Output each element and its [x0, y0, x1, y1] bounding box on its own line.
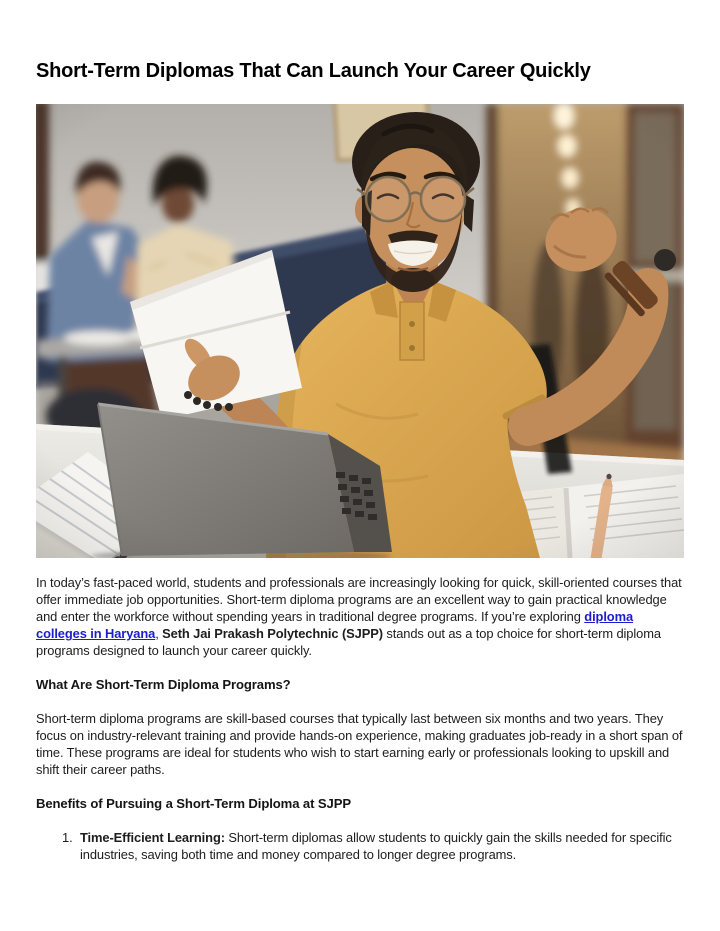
intro-paragraph: [36, 574, 684, 659]
section-heading-what-are: What Are Short-Term Diploma Programs?: [36, 677, 291, 692]
photo-vignette: [36, 104, 684, 558]
list-item-number: 1.: [62, 830, 73, 845]
benefits-list: [36, 829, 684, 863]
intro-separator: ,: [155, 626, 163, 641]
hero-photo: [36, 104, 684, 558]
intro-text-after-bold: stands out as a top choice for short-term diploma programs designed to launch your career quickly.: [36, 626, 661, 658]
page-title: Short-Term Diplomas That Can Launch Your Career Quickly: [36, 60, 591, 82]
hero-photo-illustration: [36, 104, 684, 558]
list-item-text: [80, 829, 684, 863]
intro-text-before-link: In today’s fast-paced world, students and professionals are increasingly looking for quick, skill-oriented courses that offer immediate job opportunities. Short-term diploma programs are an excellent way to gain practical knowledge and enter the workforce without spending years in traditional degree programs. If you’re exploring: [36, 575, 682, 624]
section-heading-benefits: Benefits of Pursuing a Short-Term Diploma at SJPP: [36, 796, 351, 811]
diploma-colleges-link[interactable]: diploma colleges in Haryana: [36, 609, 634, 641]
sjpp-bold-text: Seth Jai Prakash Polytechnic (SJPP): [162, 626, 383, 641]
list-item-body: Short-term diplomas allow students to quickly gain the skills needed for specific industries, saving both time and money compared to longer degree programs.: [80, 830, 672, 862]
list-item-label: Time-Efficient Learning:: [80, 830, 225, 845]
list-item: [36, 829, 684, 863]
section-1-paragraph: Short-term diploma programs are skill-based courses that typically last between six months and two years. They focus on industry-relevant training and provide hands-on experience, making graduates job-ready in a short span of time. These programs are ideal for students who wish to start earning early or professionals looking to upskill and shift their career paths.: [36, 711, 683, 777]
